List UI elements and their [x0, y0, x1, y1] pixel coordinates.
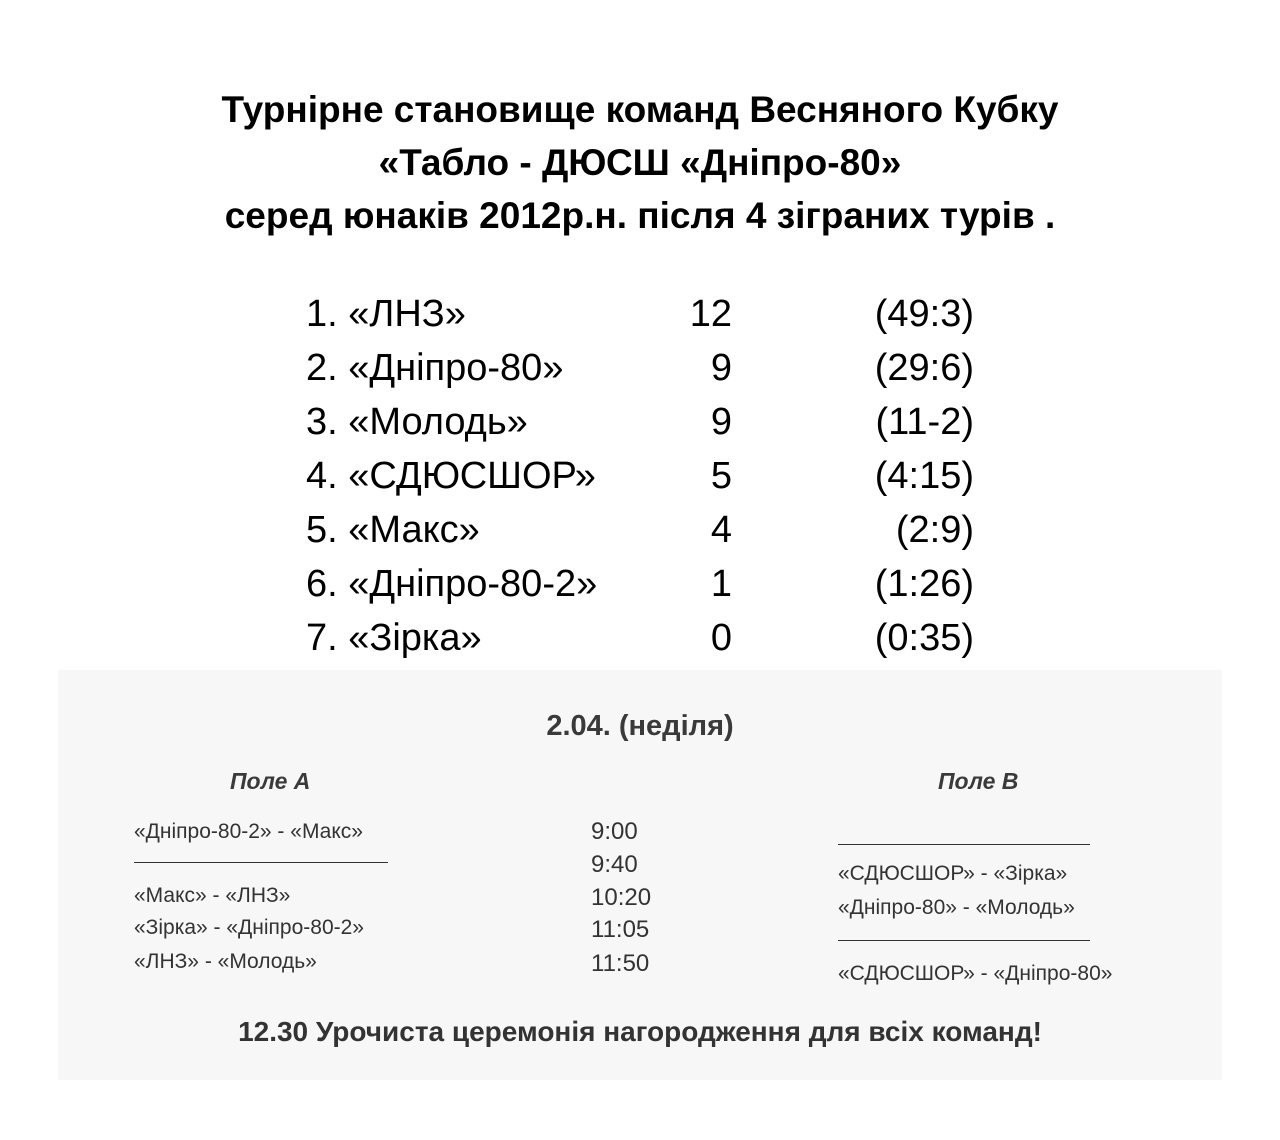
- title-line-1: Турнірне становище команд Весняного Кубку: [221, 89, 1059, 130]
- team-points: 0: [710, 617, 732, 659]
- team-points: 9: [710, 347, 732, 389]
- team-name: 6. «Дніпро-80-2»: [306, 563, 598, 605]
- ceremony-note: 12.30 Урочиста церемонія нагородження для всіх команд!: [238, 1016, 1042, 1047]
- team-goals: (2:9): [895, 509, 974, 551]
- field-a-match: «Дніпро-80-2» - «Макс»: [134, 820, 363, 843]
- field-b-match: «СДЮСШОР» - «Зірка»: [838, 862, 1068, 885]
- field-b-match: «СДЮСШОР» - «Дніпро-80»: [838, 962, 1113, 985]
- field-a-match: «ЛНЗ» - «Молодь»: [134, 950, 317, 973]
- standings-row: [306, 503, 1006, 557]
- standings-row: [306, 449, 1006, 503]
- match-time: 9:00: [591, 818, 638, 845]
- team-goals: (49:3): [874, 293, 974, 335]
- field-a-label: Поле А: [230, 768, 311, 794]
- team-name: 5. «Макс»: [306, 509, 480, 551]
- team-points: 1: [710, 563, 732, 605]
- team-name: 1. «ЛНЗ»: [306, 293, 466, 335]
- standings-row: [306, 395, 1006, 449]
- match-time: 11:50: [591, 950, 650, 977]
- team-points: 4: [710, 509, 732, 551]
- standings-row: [306, 287, 1006, 341]
- standings-table: [306, 287, 1006, 665]
- team-goals: (4:15): [874, 455, 974, 497]
- match-time: 10:20: [591, 884, 652, 911]
- field-a-match: «Макс» - «ЛНЗ»: [134, 884, 291, 907]
- match-schedule: [58, 670, 1222, 1080]
- team-goals: (11-2): [875, 401, 974, 443]
- empty-slot-line: [134, 862, 388, 863]
- field-a-match: «Зірка» - «Дніпро-80-2»: [134, 916, 364, 939]
- standings-row: [306, 611, 1006, 665]
- team-points: 12: [689, 293, 732, 335]
- page-title: [0, 83, 1280, 242]
- field-b-label: Поле В: [938, 768, 1019, 794]
- team-goals: (1:26): [874, 563, 974, 605]
- standings-row: [306, 341, 1006, 395]
- team-points: 9: [710, 401, 732, 443]
- title-line-3: серед юнаків 2012р.н. після 4 зіграних турів .: [224, 195, 1056, 236]
- team-name: 2. «Дніпро-80»: [306, 347, 564, 389]
- empty-slot-line: [838, 844, 1090, 845]
- team-name: 7. «Зірка»: [306, 617, 482, 659]
- title-line-2: «Табло - ДЮСШ «Дніпро-80»: [378, 142, 902, 183]
- team-goals: (0:35): [874, 617, 974, 659]
- team-name: 3. «Молодь»: [306, 401, 528, 443]
- field-b-match: «Дніпро-80» - «Молодь»: [838, 896, 1075, 919]
- team-goals: (29:6): [874, 347, 974, 389]
- empty-slot-line: [838, 940, 1090, 941]
- team-name: 4. «СДЮСШОР»: [306, 455, 596, 497]
- schedule-date: 2.04. (неділя): [546, 710, 734, 742]
- match-time: 9:40: [591, 851, 638, 878]
- team-points: 5: [710, 455, 732, 497]
- match-time: 11:05: [591, 916, 650, 943]
- standings-row: [306, 557, 1006, 611]
